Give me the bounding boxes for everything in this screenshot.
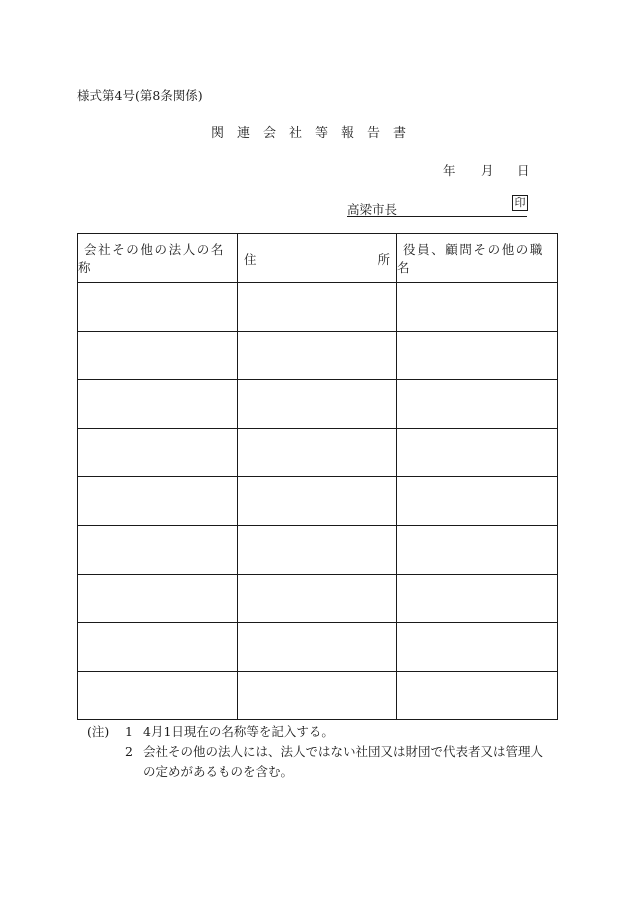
table-header-row [78, 234, 558, 283]
cell-address[interactable] [238, 574, 397, 623]
cell-position[interactable] [397, 380, 558, 429]
cell-position[interactable] [397, 331, 558, 380]
table-row [78, 331, 558, 380]
cell-position[interactable] [397, 671, 558, 720]
table-row [78, 283, 558, 332]
cell-position[interactable] [397, 574, 558, 623]
header-position: 役員、顧問その他の職名 [397, 234, 558, 283]
header-address [238, 234, 397, 283]
cell-company-name[interactable] [78, 380, 238, 429]
addressee: 高梁市長 [347, 202, 398, 217]
cell-company-name[interactable] [78, 671, 238, 720]
table-row [78, 623, 558, 672]
date-line [443, 161, 530, 179]
cell-address[interactable] [238, 671, 397, 720]
cell-address[interactable] [238, 331, 397, 380]
cell-address[interactable] [238, 380, 397, 429]
note-item [87, 722, 543, 742]
month-label: 月 [481, 163, 494, 178]
cell-company-name[interactable] [78, 574, 238, 623]
note-number: 1 [125, 724, 133, 739]
day-label: 日 [517, 163, 530, 178]
table-row [78, 380, 558, 429]
addressee-line [347, 200, 527, 217]
cell-address[interactable] [238, 477, 397, 526]
table-row [78, 525, 558, 574]
cell-address[interactable] [238, 428, 397, 477]
header-address-right: 所 [377, 252, 390, 267]
seal-mark: 印 [512, 195, 528, 211]
table-row [78, 477, 558, 526]
table-row [78, 671, 558, 720]
notes-label: (注) [87, 724, 110, 739]
table-row [78, 574, 558, 623]
cell-company-name[interactable] [78, 428, 238, 477]
cell-position[interactable] [397, 623, 558, 672]
header-company-name: 会社その他の法人の名称 [78, 234, 238, 283]
cell-position[interactable] [397, 283, 558, 332]
cell-company-name[interactable] [78, 525, 238, 574]
cell-address[interactable] [238, 623, 397, 672]
cell-position[interactable] [397, 477, 558, 526]
cell-address[interactable] [238, 283, 397, 332]
cell-position[interactable] [397, 525, 558, 574]
year-label: 年 [443, 163, 456, 178]
table-row [78, 428, 558, 477]
notes [87, 722, 543, 782]
report-table [77, 233, 558, 720]
cell-position[interactable] [397, 428, 558, 477]
form-number: 様式第4号(第8条関係) [77, 88, 203, 103]
note-number: 2 [125, 744, 133, 759]
note-item [87, 742, 543, 782]
header-address-left: 住 [244, 252, 257, 267]
note-text: 4月1日現在の名称等を記入する。 [143, 724, 334, 739]
cell-company-name[interactable] [78, 283, 238, 332]
cell-address[interactable] [238, 525, 397, 574]
cell-company-name[interactable] [78, 331, 238, 380]
note-text: 会社その他の法人には、法人ではない社団又は財団で代表者又は管理人の定めがあるものを含む。 [143, 744, 544, 779]
cell-company-name[interactable] [78, 623, 238, 672]
cell-company-name[interactable] [78, 477, 238, 526]
document-title: 関連会社等報告書 [210, 126, 419, 141]
